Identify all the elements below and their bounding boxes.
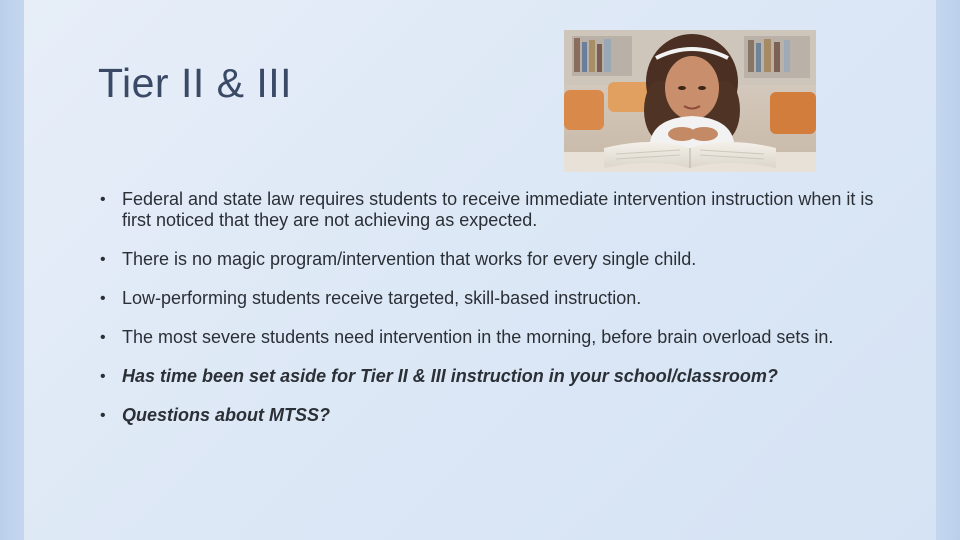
bullet-dot: •	[100, 368, 106, 385]
bullet-dot: •	[100, 407, 106, 424]
bullet-question	[100, 366, 890, 387]
bullet-dot: •	[100, 329, 106, 346]
slide-title: Tier II & III	[98, 60, 293, 106]
bullet-item	[100, 249, 890, 270]
bullet-dot: •	[100, 290, 106, 307]
slide-right-border	[936, 0, 960, 540]
bullet-text: Has time been set aside for Tier II & III instruction in your school/classroom?	[122, 366, 778, 386]
slide-left-border	[0, 0, 24, 540]
bullet-item	[100, 288, 890, 309]
bullet-text: The most severe students need intervention in the morning, before brain overload sets in.	[122, 327, 834, 347]
bullet-dot: •	[100, 191, 106, 208]
bullet-dot: •	[100, 251, 106, 268]
bullet-text: There is no magic program/intervention that works for every single child.	[122, 249, 697, 269]
girl-reading-book-photo	[564, 30, 816, 172]
bullet-list	[100, 189, 890, 444]
bullet-item	[100, 189, 890, 231]
bullet-item	[100, 327, 890, 348]
bullet-question	[100, 405, 890, 426]
bullet-text: Low-performing students receive targeted, skill-based instruction.	[122, 288, 642, 308]
bullet-text: Questions about MTSS?	[122, 405, 331, 425]
bullet-text: Federal and state law requires students to receive immediate intervention instruction when it is first noticed that they are not achieving as expected.	[122, 189, 874, 230]
